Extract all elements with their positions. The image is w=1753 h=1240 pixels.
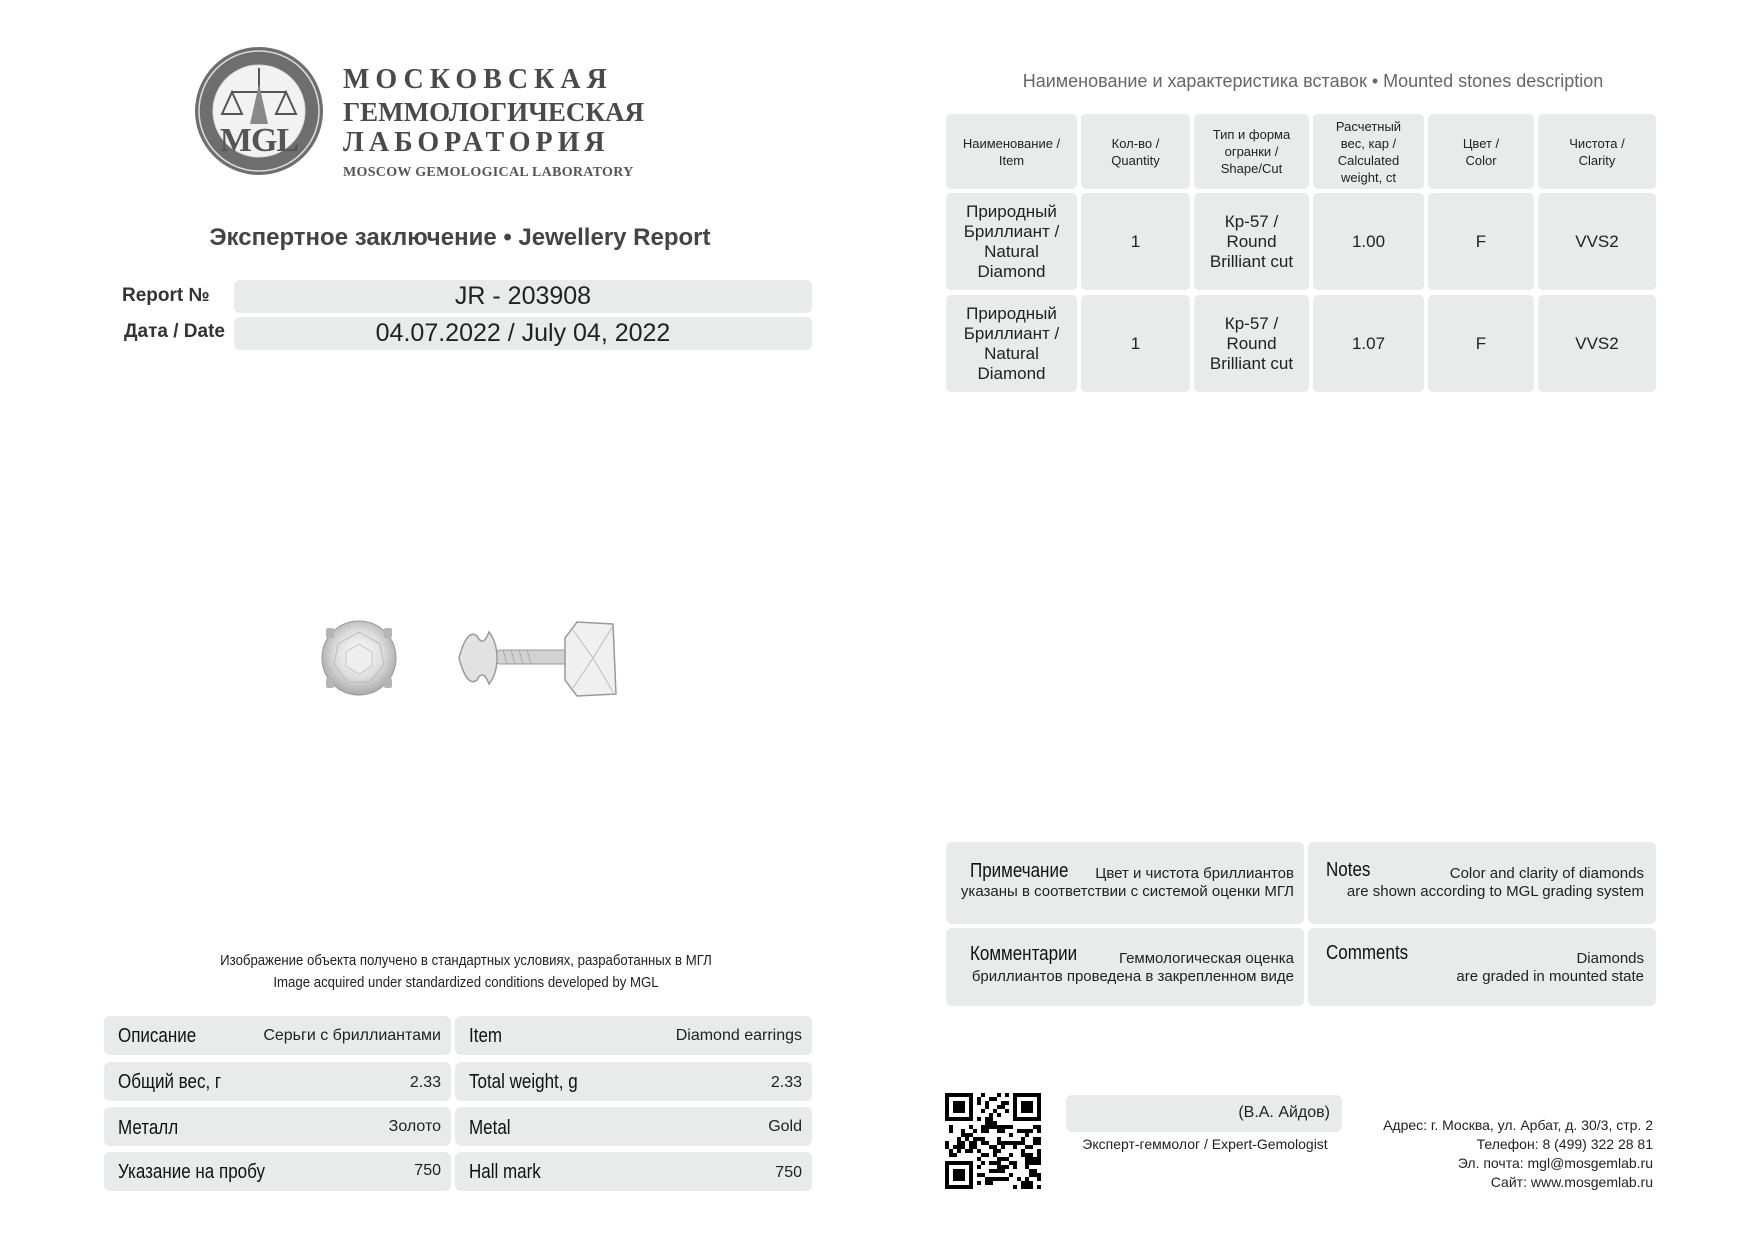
comments-ru (946, 928, 1304, 1006)
header-weight-ru2: вес, кар / (1340, 135, 1397, 151)
stone-item-line: Бриллиант / (963, 221, 1060, 241)
stone-item-line: Природный (966, 201, 1057, 221)
header-cut-ru2: огранки / (1224, 144, 1279, 159)
header-cut-ru1: Тип и форма (1212, 127, 1291, 142)
hallmark-row-en (455, 1152, 812, 1191)
metal-row-en (455, 1107, 812, 1146)
notes-en-text1: Color and clarity of diamonds (1449, 865, 1644, 882)
signature-role: Эксперт-геммолог / Expert-Gemologist (1082, 1136, 1328, 1152)
header-item-ru: Наименование / (962, 135, 1061, 151)
report-number-label: Report № (122, 285, 210, 306)
header-weight-ru1: Расчетный (1335, 118, 1402, 134)
lab-name-line3: ЛАБОРАТОРИЯ (343, 127, 610, 158)
stones-header-cut (1194, 114, 1309, 189)
metal-row-ru (104, 1107, 451, 1146)
stone-item-line: Бриллиант / (963, 323, 1060, 343)
report-title: Экспертное заключение • Jewellery Report (209, 224, 711, 251)
metal-en-label: Metal (469, 1117, 511, 1139)
header-quantity-en: Quantity (1111, 152, 1160, 168)
comments-en-text2: are graded in mounted state (1456, 968, 1644, 985)
header-cut-en: Shape/Cut (1220, 161, 1283, 176)
stone-cut-line: Brilliant cut (1209, 353, 1294, 373)
comments-ru-text1: Геммологическая оценка (1118, 950, 1294, 967)
stone-row2-cut (1194, 295, 1309, 392)
weight-ru-label: Общий вес, г (118, 1071, 222, 1093)
signature-name: (В.А. Айдов) (1238, 1104, 1330, 1121)
weight-row-en (455, 1062, 812, 1101)
mgl-seal-icon (192, 44, 326, 178)
earring-side-image (453, 618, 618, 700)
report-date-label: Дата / Date (124, 321, 225, 342)
notes-ru-text2: указаны в соответствии с системой оценки МГЛ (960, 883, 1294, 900)
stone-row2-item (946, 295, 1077, 392)
comments-en-label: Comments (1326, 942, 1409, 964)
signature-box (1066, 1095, 1342, 1132)
weight-en-label: Total weight, g (469, 1071, 578, 1093)
item-en-label: Item (469, 1025, 503, 1047)
hallmark-ru-value: 750 (414, 1162, 441, 1179)
weight-row-ru (104, 1062, 451, 1101)
stone-item-line: Природный (966, 303, 1057, 323)
notes-ru-label: Примечание (970, 860, 1069, 882)
comments-ru-text2: бриллиантов проведена в закрепленном виде (971, 968, 1294, 985)
stone-row1-quantity: 1 (1081, 193, 1190, 290)
header-color-ru: Цвет / (1462, 135, 1500, 151)
header-quantity-ru: Кол-во / (1111, 135, 1160, 151)
item-row-ru (104, 1016, 451, 1055)
weight-en-value: 2.33 (770, 1074, 802, 1091)
image-caption-en: Image acquired under standardized conditions developed by MGL (273, 974, 659, 991)
image-caption-ru: Изображение объекта получено в стандартных условиях, разработанных в МГЛ (220, 952, 712, 969)
stone-cut-line: Round (1226, 231, 1277, 251)
contact-site: Сайт: www.mosgemlab.ru (1490, 1174, 1653, 1190)
contact-phone: Телефон: 8 (499) 322 28 81 (1476, 1136, 1653, 1152)
notes-en-label: Notes (1326, 859, 1371, 881)
stones-header-color (1428, 114, 1534, 189)
lab-name-line1: МОСКОВСКАЯ (343, 64, 613, 95)
notes-en-text2: are shown according to MGL grading system (1346, 883, 1644, 900)
qr-code-icon (945, 1093, 1041, 1189)
header-weight-en1: Calculated (1337, 152, 1400, 168)
stone-cut-line: Кр-57 / (1224, 211, 1279, 231)
stones-header-quantity (1081, 114, 1190, 189)
hallmark-ru-label: Указание на пробу (118, 1161, 265, 1183)
item-en-value: Diamond earrings (675, 1027, 802, 1044)
comments-ru-label: Комментарии (970, 943, 1078, 965)
stone-row1-weight: 1.00 (1313, 193, 1424, 290)
notes-ru-text1: Цвет и чистота бриллиантов (1095, 865, 1294, 882)
earring-front-image (318, 618, 400, 698)
contact-email: Эл. почта: mgl@mosgemlab.ru (1457, 1155, 1653, 1171)
lab-name-line2: ГЕММОЛОГИЧЕСКАЯ (343, 97, 645, 127)
seal-abbr: MGL (219, 122, 299, 159)
stones-header-clarity (1538, 114, 1656, 189)
notes-ru (946, 842, 1304, 924)
stone-cut-line: Кр-57 / (1224, 313, 1279, 333)
comments-en (1308, 928, 1656, 1006)
stone-row2-quantity: 1 (1081, 295, 1190, 392)
comments-en-text1: Diamonds (1576, 950, 1644, 967)
report-date-value: 04.07.2022 / July 04, 2022 (234, 317, 812, 350)
stone-cut-line: Brilliant cut (1209, 251, 1294, 271)
stones-header-weight (1313, 114, 1424, 189)
stone-row1-item (946, 193, 1077, 290)
report-number-value: JR - 203908 (234, 280, 812, 313)
header-weight-en2: weight, ct (1341, 169, 1396, 185)
hallmark-row-ru (104, 1152, 451, 1191)
header-clarity-ru: Чистота / (1569, 135, 1625, 151)
stone-row1-color: F (1428, 193, 1534, 290)
notes-en (1308, 842, 1656, 924)
metal-ru-value: Золото (388, 1118, 441, 1135)
stone-row2-weight: 1.07 (1313, 295, 1424, 392)
hallmark-en-label: Hall mark (469, 1161, 541, 1183)
stone-item-line: Natural (984, 343, 1039, 363)
contact-address: Адрес: г. Москва, ул. Арбат, д. 30/3, стр. 2 (1383, 1117, 1653, 1133)
stone-cut-line: Round (1226, 333, 1277, 353)
stone-row2-color: F (1428, 295, 1534, 392)
header-item-en: Item (998, 152, 1025, 168)
stone-item-line: Natural (984, 241, 1039, 261)
hallmark-en-value: 750 (775, 1164, 802, 1181)
item-ru-value: Серьги с бриллиантами (263, 1027, 441, 1044)
stone-row1-cut (1194, 193, 1309, 290)
metal-ru-label: Металл (118, 1117, 179, 1139)
stone-row2-clarity: VVS2 (1538, 295, 1656, 392)
stones-header-item (946, 114, 1077, 189)
header-clarity-en: Clarity (1578, 152, 1616, 168)
item-row-en (455, 1016, 812, 1055)
item-ru-label: Описание (118, 1025, 197, 1047)
stones-title: Наименование и характеристика вставок • Mounted stones description (1022, 71, 1604, 91)
header-color-en: Color (1465, 152, 1497, 168)
lab-name-en: MOSCOW GEMOLOGICAL LABORATORY (343, 165, 634, 180)
stone-item-line: Diamond (977, 363, 1046, 383)
stone-item-line: Diamond (977, 261, 1046, 281)
weight-ru-value: 2.33 (409, 1074, 441, 1091)
metal-en-value: Gold (768, 1118, 802, 1135)
stone-row1-clarity: VVS2 (1538, 193, 1656, 290)
